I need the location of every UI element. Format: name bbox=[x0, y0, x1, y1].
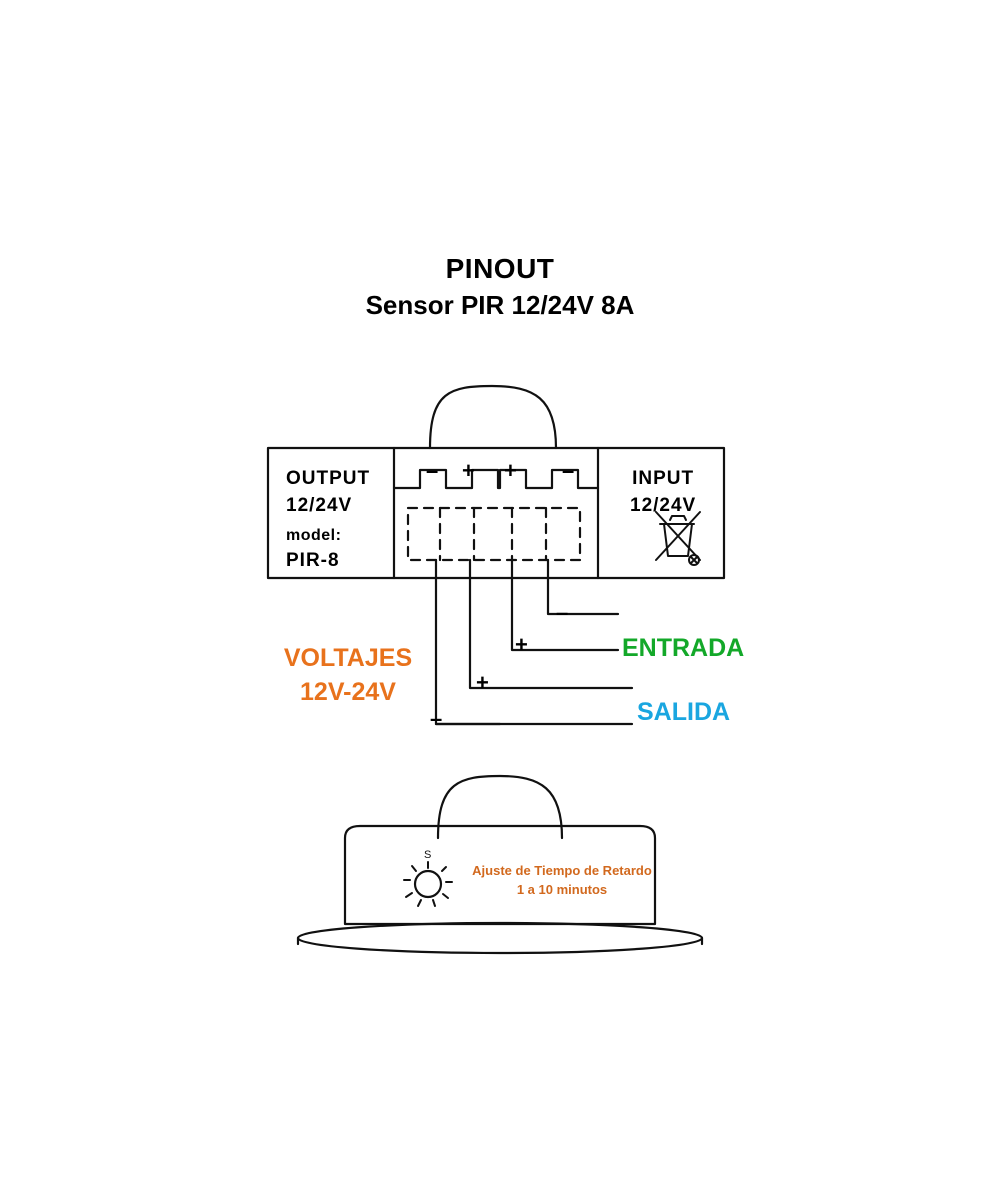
adjust-knob-circle bbox=[415, 871, 441, 897]
knob-tick-7 bbox=[443, 894, 448, 898]
input-label-line1: INPUT bbox=[632, 468, 695, 489]
wire-output-minus bbox=[436, 560, 500, 724]
sensor-dome-bottom bbox=[438, 776, 562, 838]
knob-tick-2 bbox=[412, 866, 416, 871]
base-edge-ticks bbox=[298, 938, 702, 944]
sensor-dome-top bbox=[430, 386, 556, 448]
knob-mark-s: S bbox=[424, 849, 432, 861]
terminal-sign-4: – bbox=[562, 458, 575, 483]
output-label-line2: 12/24V bbox=[286, 494, 353, 516]
delay-note-line-2: 1 a 10 minutos bbox=[516, 881, 608, 897]
entrada-callout: ENTRADA bbox=[622, 634, 745, 662]
delay-note-line-1: Ajuste de Tiempo de Retardo bbox=[472, 863, 652, 878]
knob-tick-4 bbox=[406, 893, 412, 897]
delay-adjust-note bbox=[462, 862, 662, 900]
wire-output-plus bbox=[470, 560, 632, 688]
knob-tick-9 bbox=[442, 867, 446, 871]
voltages-line-1: VOLTAJES bbox=[283, 644, 413, 672]
title-line-1: PINOUT bbox=[445, 253, 555, 284]
knob-tick-6 bbox=[433, 900, 435, 906]
terminal-sign-2: + bbox=[462, 458, 475, 483]
output-label-line1: OUTPUT bbox=[286, 468, 371, 489]
salida-callout: SALIDA bbox=[637, 698, 731, 726]
wire-sign-input-plus: + bbox=[515, 632, 528, 657]
voltages-line-2: 12V-24V bbox=[300, 677, 396, 706]
output-label bbox=[286, 466, 370, 519]
terminal-sign-1: – bbox=[426, 458, 439, 483]
input-label bbox=[630, 466, 696, 519]
terminal-block-dashed bbox=[408, 508, 580, 560]
wire-sign-output-plus: + bbox=[476, 670, 489, 695]
model-prefix: model: bbox=[286, 527, 342, 544]
input-label-line2: 12/24V bbox=[630, 494, 697, 516]
sensor-base-ellipse bbox=[298, 923, 702, 953]
terminal-sign-3: + bbox=[504, 458, 517, 483]
wire-sign-output-minus: – bbox=[430, 706, 443, 731]
title-line-2: Sensor PIR 12/24V 8A bbox=[365, 289, 635, 320]
model-label bbox=[286, 524, 341, 575]
model-name: PIR-8 bbox=[286, 550, 340, 572]
wire-sign-input-minus: – bbox=[556, 600, 569, 625]
crossed-out-bin-icon bbox=[656, 512, 700, 565]
knob-tick-5 bbox=[418, 900, 421, 906]
voltages-callout bbox=[268, 642, 428, 710]
